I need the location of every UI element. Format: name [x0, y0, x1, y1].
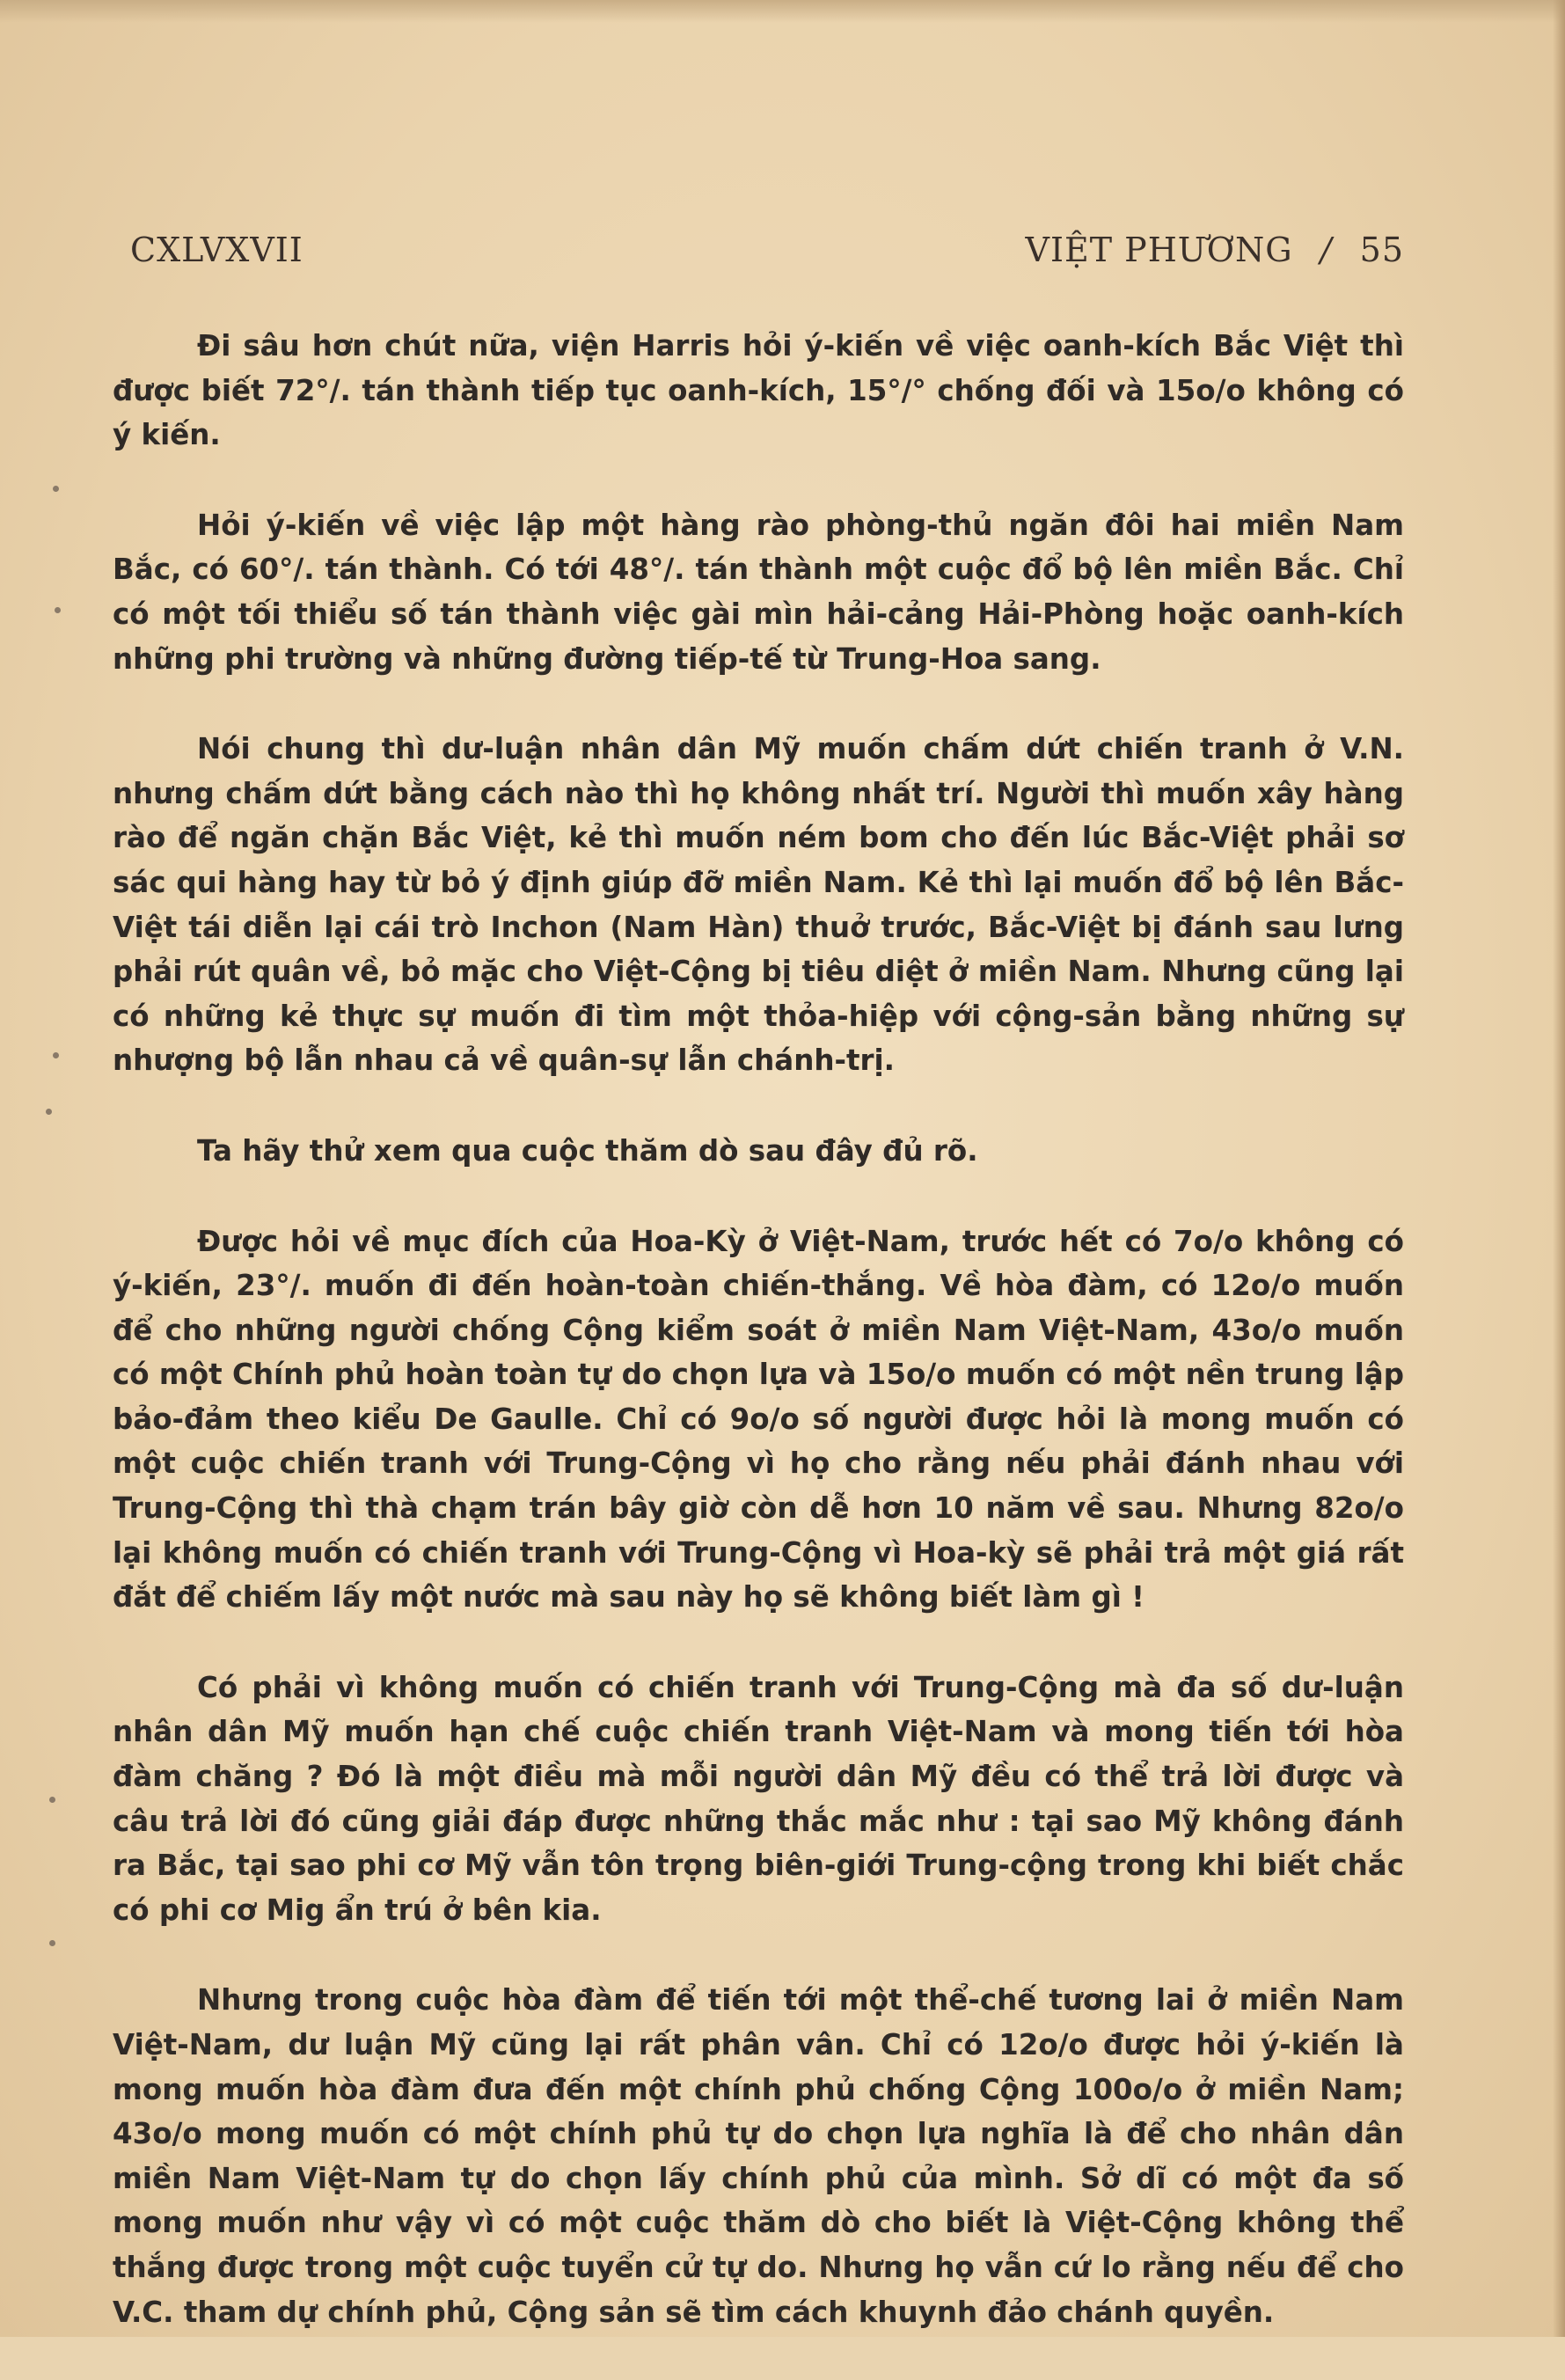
paragraph-1: Đi sâu hơn chút nữa, viện Harris hỏi ý-kiến về việc oanh-kích Bắc Việt thì được biết 72°/. tán thành tiếp tục oanh-kích, 15°/° chống đối và 15o/o không có ý kiến. — [113, 329, 1404, 452]
page-number: 55 — [1359, 231, 1404, 269]
margin-speck — [49, 1940, 55, 1946]
article-body — [113, 324, 1404, 2380]
margin-speck — [53, 1052, 59, 1058]
paragraph-5: Được hỏi về mục đích của Hoa-Kỳ ở Việt-Nam, trước hết có 7o/o không có ý-kiến, 23°/. muốn đi đến hoàn-toàn chiến-thắng. Về hòa đàm, có 12o/o muốn để cho những người chống Cộng kiểm soát ở miền Nam Việt-Nam, 43o/o muốn có một Chính phủ hoàn toàn tự do chọn lựa và 15o/o muốn có một nền trung lập bảo-đảm theo kiểu De Gaulle. Chỉ có 9o/o số người được hỏi là mong muốn có một cuộc chiến tranh với Trung-Cộng vì họ cho rằng nếu phải đánh nhau với Trung-Cộng thì thà chạm trán bây giờ còn dễ hơn 10 năm về sau. Nhưng 82o/o lại không muốn có chiến tranh với Trung-Cộng vì Hoa-kỳ sẽ phải trả một giá rất đắt để chiếm lấy một nước mà sau này họ sẽ không biết làm gì ! — [113, 1224, 1404, 1615]
paragraph-6: Có phải vì không muốn có chiến tranh với Trung-Cộng mà đa số dư-luận nhân dân Mỹ muốn hạn chế cuộc chiến tranh Việt-Nam và mong tiến tới hòa đàm chăng ? Đó là một điều mà mỗi người dân Mỹ đều có thể trả lời được và câu trả lời đó cũng giải đáp được những thắc mắc như : tại sao Mỹ không đánh ra Bắc, tại sao phi cơ Mỹ vẫn tôn trọng biên-giới Trung-cộng trong khi biết chắc có phi cơ Mig ẩn trú ở bên kia. — [113, 1670, 1404, 1927]
paragraph-7: Nhưng trong cuộc hòa đàm để tiến tới một thể-chế tương lai ở miền Nam Việt-Nam, dư luận Mỹ cũng lại rất phân vân. Chỉ có 12o/o được hỏi ý-kiến là mong muốn hòa đàm đưa đến một chính phủ chống Cộng 100o/o ở miền Nam; 43o/o mong muốn có một chính phủ tự do chọn lựa nghĩa là để cho nhân dân miền Nam Việt-Nam tự do chọn lấy chính phủ của mình. Sở dĩ có một đa số mong muốn như vậy vì có một cuộc thăm dò cho biết là Việt-Cộng không thể thắng được trong một cuộc tuyển cử tự do. Nhưng họ vẫn cứ lo rằng nếu để cho V.C. tham dự chính phủ, Cộng sản sẽ tìm cách khuynh đảo chánh quyền. — [113, 1983, 1404, 2329]
margin-speck — [46, 1109, 52, 1115]
header-issue-number: CXLVXVII — [130, 231, 303, 269]
page-right-shadow — [1553, 0, 1565, 2337]
margin-speck — [49, 1797, 55, 1803]
running-header — [130, 231, 1404, 283]
margin-speck — [55, 607, 61, 613]
paragraph-4: Ta hãy thử xem qua cuộc thăm dò sau đây đủ rõ. — [197, 1133, 978, 1168]
paragraph-3: Nói chung thì dư-luận nhân dân Mỹ muốn chấm dứt chiến tranh ở V.N. nhưng chấm dứt bằng cách nào thì họ không nhất trí. Người thì muốn xây hàng rào để ngăn chặn Bắc Việt, kẻ thì muốn ném bom cho đến lúc Bắc-Việt phải sơ sác qui hàng hay từ bỏ ý định giúp đỡ miền Nam. Kẻ thì lại muốn đổ bộ lên Bắc-Việt tái diễn lại cái trò Inchon (Nam Hàn) thuở trước, Bắc-Việt bị đánh sau lưng phải rút quân về, bỏ mặc cho Việt-Cộng bị tiêu diệt ở miền Nam. Nhưng cũng lại có những kẻ thực sự muốn đi tìm một thỏa-hiệp với cộng-sản bằng những sự nhượng bộ lẫn nhau cả về quân-sự lẫn chánh-trị. — [113, 732, 1404, 1078]
header-separator: / — [1320, 231, 1333, 269]
header-title: VIỆT PHƯƠNG — [1025, 231, 1293, 269]
page-top-shadow — [0, 0, 1565, 23]
margin-speck — [53, 486, 59, 492]
header-title-group — [1010, 231, 1404, 269]
paragraph-2: Hỏi ý-kiến về việc lập một hàng rào phòng-thủ ngăn đôi hai miền Nam Bắc, có 60°/. tán thành. Có tới 48°/. tán thành một cuộc đổ bộ lên miền Bắc. Chỉ có một tối thiểu số tán thành việc gài mìn hải-cảng Hải-Phòng hoặc oanh-kích những phi trường và những đường tiếp-tế từ Trung-Hoa sang. — [113, 508, 1404, 676]
